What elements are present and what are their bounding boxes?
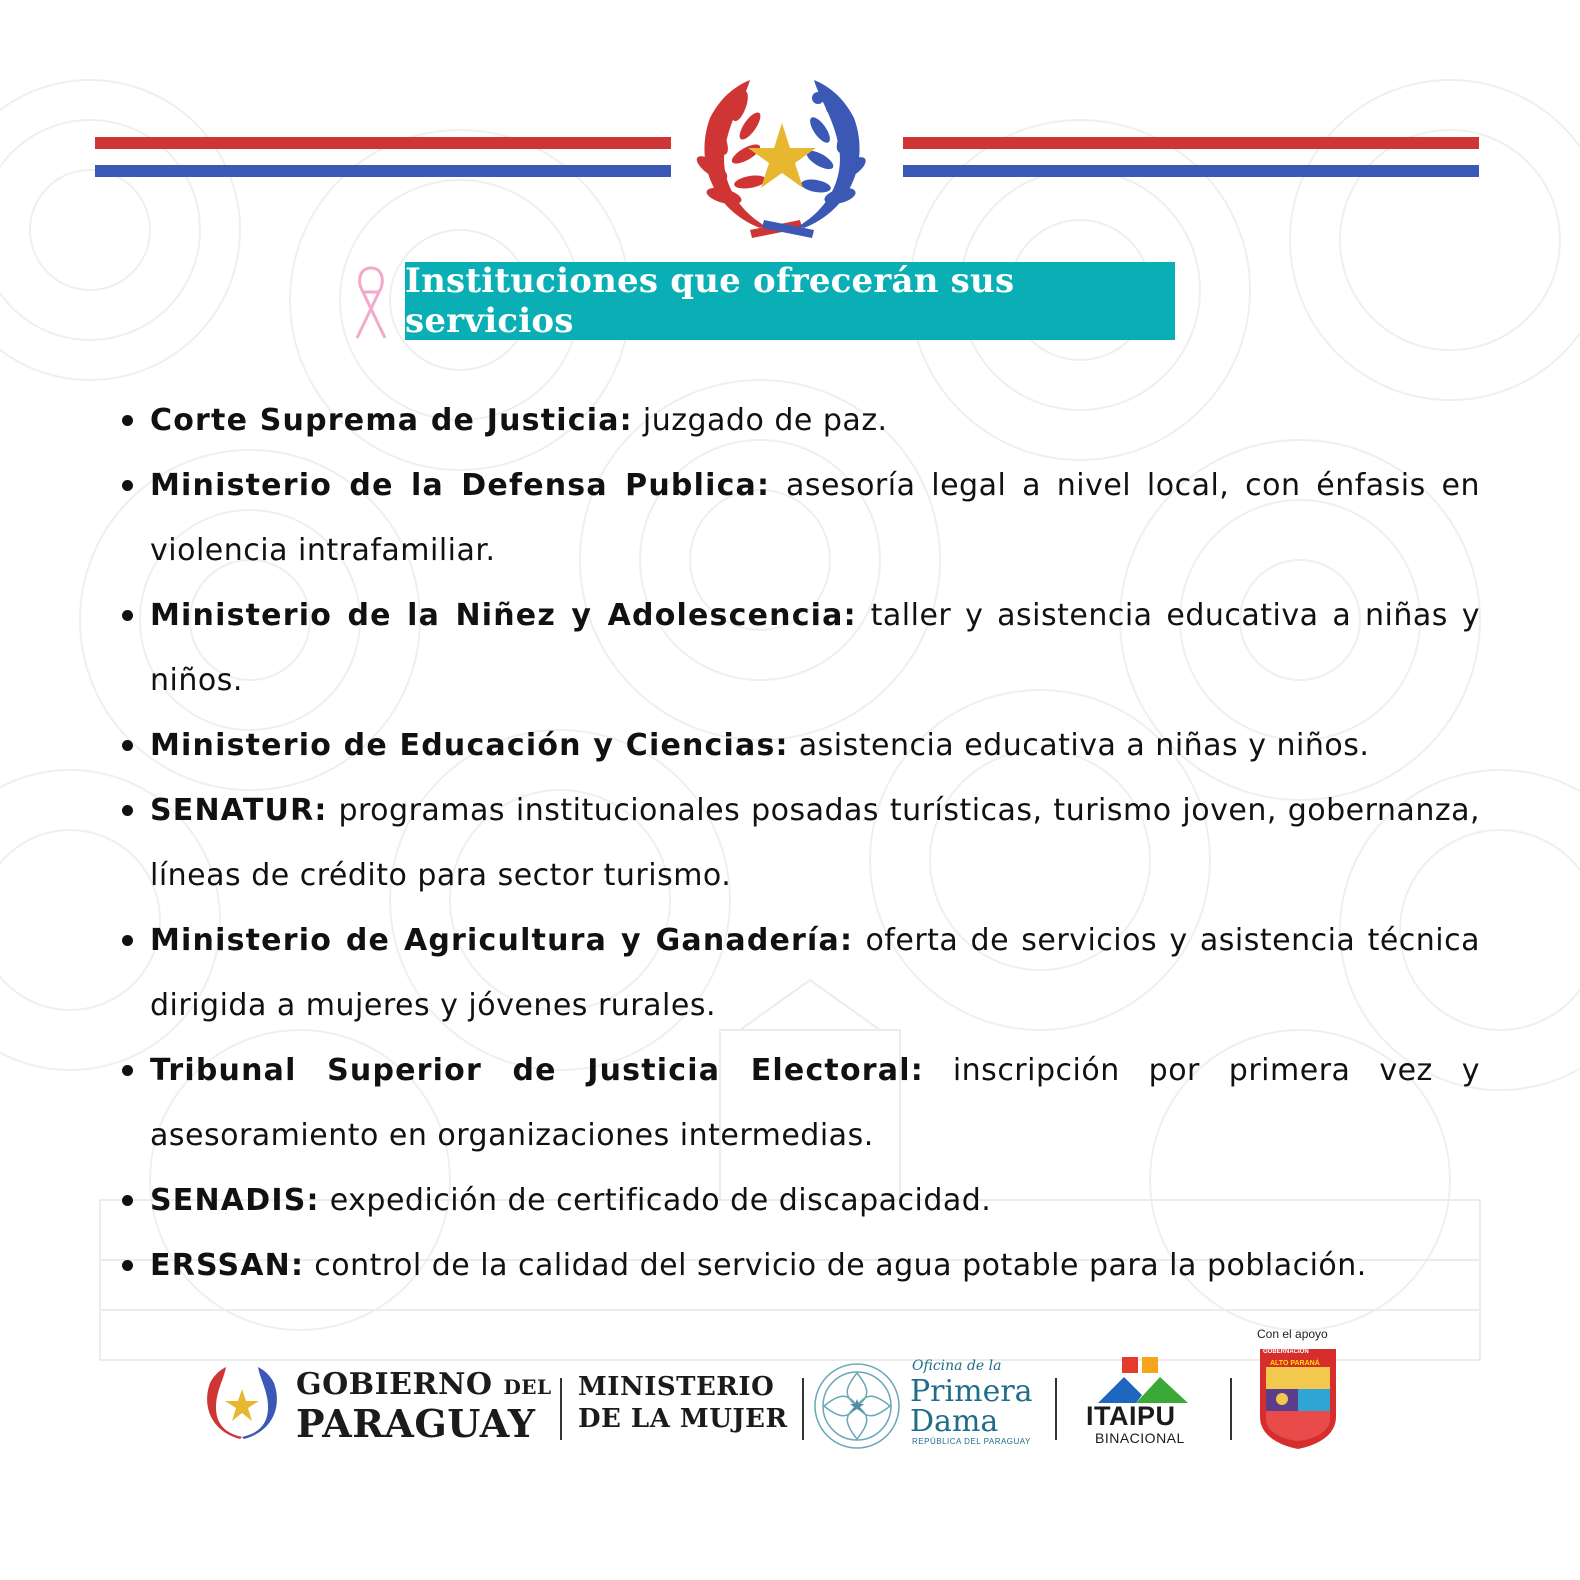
gobierno-emblem-icon <box>200 1365 284 1445</box>
institution-description: taller y asistencia educativa a niñas y niños. <box>150 598 1480 698</box>
gobernacion-name: ALTO PARANÁ <box>1270 1360 1320 1367</box>
institution-name: Ministerio de Educación y Ciencias: <box>150 728 789 763</box>
list-item <box>150 778 1480 908</box>
national-emblem-icon <box>690 78 874 244</box>
logo-divider <box>802 1378 804 1440</box>
institution-description: asesoría legal a nivel local, con énfasis en violencia intrafamiliar. <box>150 468 1480 568</box>
support-label: Con el apoyo <box>1257 1327 1328 1341</box>
ministerio-mujer-logo: MINISTERIO DE LA MUJER <box>578 1372 788 1434</box>
institution-name: Corte Suprema de Justicia: <box>150 403 633 438</box>
institution-name: Ministerio de la Niñez y Adolescencia: <box>150 598 857 633</box>
primera-dama-seal-icon <box>812 1361 902 1451</box>
flag-stripe-blue-right <box>903 165 1479 177</box>
itaipu-logo-sub: BINACIONAL <box>1095 1430 1185 1446</box>
logo-divider <box>1055 1378 1057 1440</box>
gobernacion-label: GOBERNACIÓN <box>1263 1349 1309 1355</box>
flag-stripe-red-right <box>903 137 1479 149</box>
flag-stripe-red-left <box>95 137 671 149</box>
primera-dama-country: REPÚBLICA DEL PARAGUAY <box>912 1437 1031 1446</box>
institutions-list <box>150 388 1480 1298</box>
pink-ribbon-icon <box>343 260 399 342</box>
institution-description: asistencia educativa a niñas y niños. <box>788 728 1370 763</box>
title-banner <box>405 262 1175 340</box>
list-item <box>150 1038 1480 1168</box>
list-item <box>150 388 1480 453</box>
institution-name: Ministerio de Agricultura y Ganadería: <box>150 923 854 958</box>
footer-logos <box>0 1325 1580 1475</box>
institution-description: programas institucionales posadas turísticas, turismo joven, gobernanza, líneas de crédito para sector turismo. <box>150 793 1480 893</box>
institution-description: expedición de certificado de discapacidad. <box>319 1183 992 1218</box>
list-item <box>150 713 1480 778</box>
gobierno-logo-line2: PARAGUAY <box>296 1401 536 1446</box>
institution-description: inscripción por primera vez y asesoramiento en organizaciones intermedias. <box>150 1053 1480 1153</box>
list-item <box>150 1168 1480 1233</box>
institution-description: juzgado de paz. <box>632 403 888 438</box>
institution-name: SENADIS: <box>150 1183 320 1218</box>
list-item <box>150 583 1480 713</box>
page-title: Instituciones que ofrecerán sus servicios <box>405 261 1015 341</box>
institution-name: ERSSAN: <box>150 1248 305 1283</box>
gobierno-logo-line1: GOBIERNO DEL <box>296 1367 552 1402</box>
institution-name: SENATUR: <box>150 793 328 828</box>
itaipu-logo-name: ITAIPU <box>1086 1401 1176 1431</box>
logo-divider <box>560 1378 562 1440</box>
list-item <box>150 1233 1480 1298</box>
itaipu-logo-icon <box>1088 1357 1198 1403</box>
primera-dama-logo-text: Primera Dama <box>910 1374 1033 1439</box>
flag-stripe-blue-left <box>95 165 671 177</box>
institution-name: Tribunal Superior de Justicia Electoral: <box>150 1053 924 1088</box>
institution-description: control de la calidad del servicio de agua potable para la población. <box>304 1248 1367 1283</box>
primera-dama-small-text: Oficina de la <box>912 1358 1002 1374</box>
institution-description: oferta de servicios y asistencia técnica dirigida a mujeres y jóvenes rurales. <box>150 923 1481 1023</box>
list-item <box>150 908 1480 1038</box>
institution-name: Ministerio de la Defensa Publica: <box>150 468 771 503</box>
logo-divider <box>1230 1378 1232 1440</box>
list-item <box>150 453 1480 583</box>
